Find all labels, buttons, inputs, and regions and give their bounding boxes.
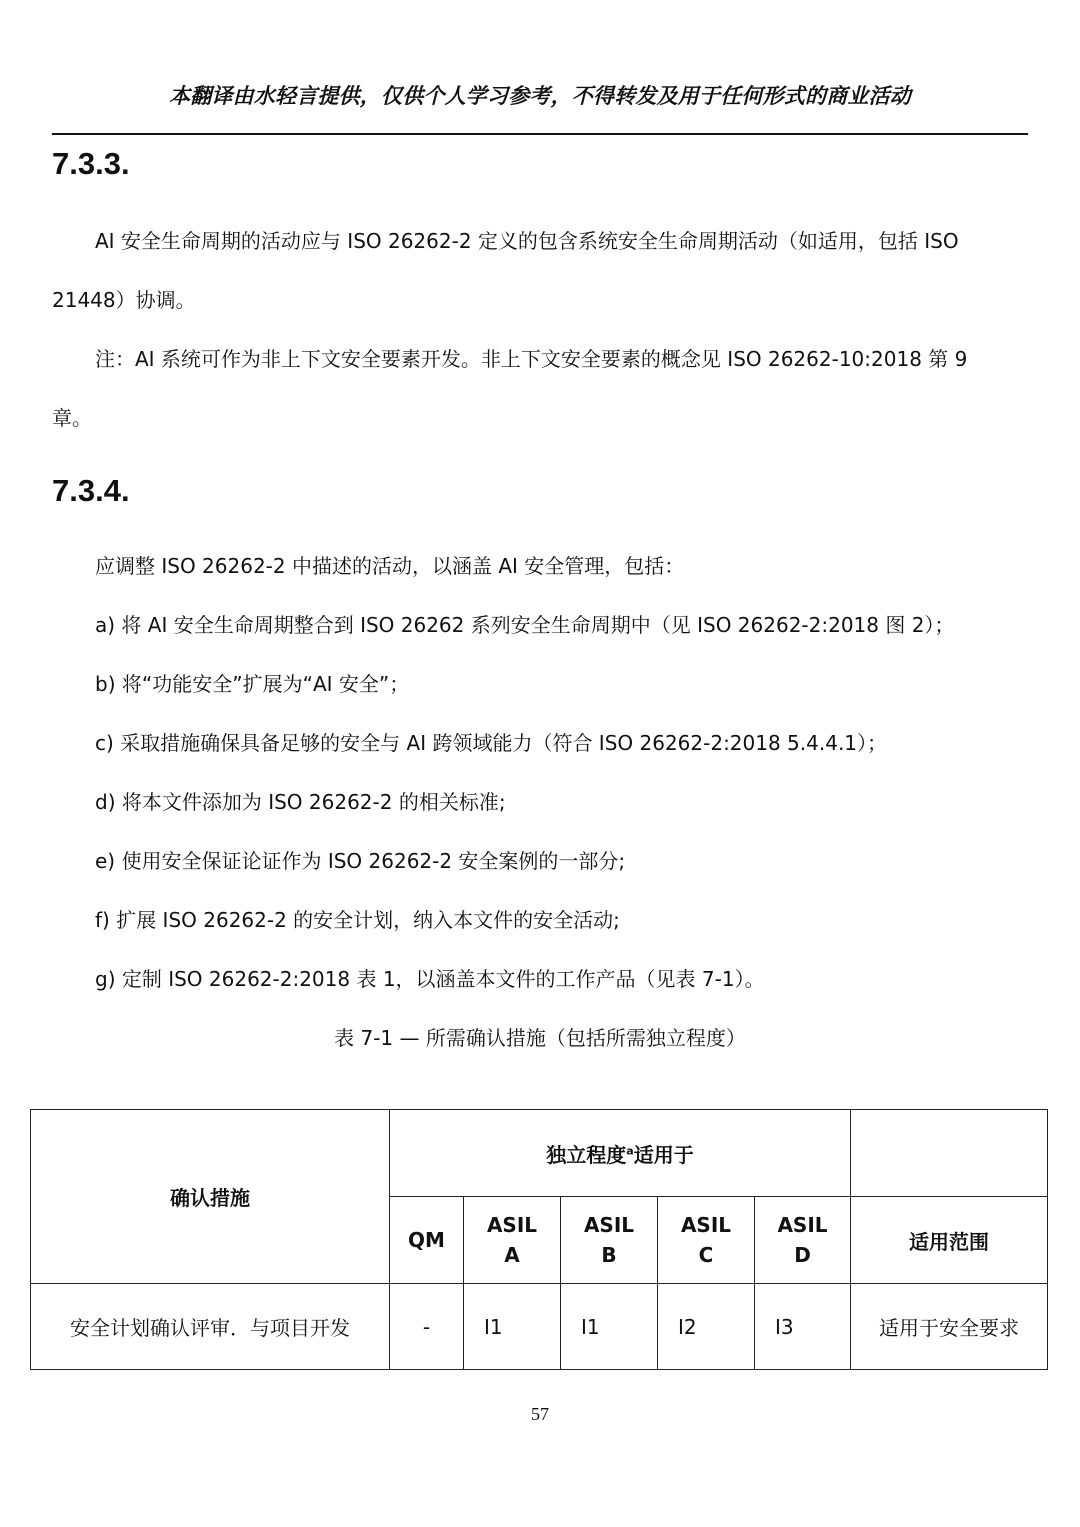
cell-qm: -	[390, 1284, 464, 1370]
col-header-asil-b	[561, 1197, 658, 1284]
paragraph-7-3-4-intro: 应调整 ISO 26262-2 中描述的活动，以涵盖 AI 安全管理，包括：	[95, 554, 685, 578]
col-header-asil-a-line2: A	[504, 1243, 520, 1267]
confirmation-measures-table	[30, 1109, 1048, 1370]
col-header-asil-d	[755, 1197, 851, 1284]
header-independence-label: 独立程度	[546, 1142, 627, 1167]
section-heading-7-3-3: 7.3.3.	[52, 146, 130, 181]
col-header-asil-c	[658, 1197, 755, 1284]
note-7-3-3-line-2: 章。	[52, 406, 92, 430]
header-independence-suffix: 适用于	[633, 1142, 694, 1167]
header-confirmation-measure: 确认措施	[31, 1110, 390, 1284]
col-header-asil-a-line1: ASIL	[486, 1213, 538, 1237]
list-item-c: c) 采取措施确保具备足够的安全与 AI 跨领域能力（符合 ISO 26262-2:2018 5.4.4.1）；	[95, 731, 888, 755]
page-number: 57	[531, 1404, 549, 1424]
page-header-notice: 本翻译由水轻言提供，仅供个人学习参考，不得转发及用于任何形式的商业活动	[169, 84, 911, 108]
paragraph-7-3-3-line-2: 21448）协调。	[52, 288, 196, 312]
table-caption: 表 7-1 — 所需确认措施（包括所需独立程度）	[334, 1026, 746, 1050]
cell-asil-a: I1	[464, 1284, 561, 1370]
cell-asil-d: I3	[755, 1284, 851, 1370]
cell-asil-c: I2	[658, 1284, 755, 1370]
col-header-asil-b-line1: ASIL	[583, 1213, 635, 1237]
cell-measure: 安全计划确认评审．与项目开发	[31, 1284, 390, 1370]
col-header-scope: 适用范围	[851, 1197, 1048, 1284]
list-item-d: d) 将本文件添加为 ISO 26262-2 的相关标准;	[95, 790, 506, 814]
list-item-a: a) 将 AI 安全生命周期整合到 ISO 26262 系列安全生命周期中（见 ISO 26262-2:2018 图 2）；	[95, 613, 955, 637]
list-item-f: f) 扩展 ISO 26262-2 的安全计划，纳入本文件的安全活动;	[95, 908, 620, 932]
list-item-g: g) 定制 ISO 26262-2:2018 表 1，以涵盖本文件的工作产品（见表 7-1）。	[95, 967, 765, 991]
header-divider	[52, 133, 1028, 135]
cell-asil-b: I1	[561, 1284, 658, 1370]
col-header-asil-a	[464, 1197, 561, 1284]
note-7-3-3-line-1: 注：AI 系统可作为非上下文安全要素开发。非上下文安全要素的概念见 ISO 26262-10:2018 第 9	[95, 347, 968, 371]
col-header-asil-d-line1: ASIL	[777, 1213, 828, 1237]
header-independence-footnote: a	[626, 1143, 634, 1157]
table-row	[31, 1284, 1048, 1370]
header-independence-level	[390, 1110, 851, 1197]
header-empty-cell	[851, 1110, 1048, 1197]
col-header-qm: QM	[390, 1197, 464, 1284]
col-header-asil-b-line2: B	[601, 1243, 617, 1267]
col-header-asil-c-line2: C	[698, 1243, 714, 1267]
section-heading-7-3-4: 7.3.4.	[52, 473, 130, 508]
list-item-e: e) 使用安全保证论证作为 ISO 26262-2 安全案例的一部分;	[95, 849, 626, 873]
paragraph-7-3-3-line-1: AI 安全生命周期的活动应与 ISO 26262-2 定义的包含系统安全生命周期活动（如适用，包括 ISO	[95, 229, 959, 253]
cell-scope: 适用于安全要求	[851, 1284, 1048, 1370]
col-header-asil-c-line1: ASIL	[680, 1213, 732, 1237]
col-header-asil-d-line2: D	[794, 1243, 811, 1267]
list-item-b: b) 将“功能安全”扩展为“AI 安全”；	[95, 672, 410, 696]
